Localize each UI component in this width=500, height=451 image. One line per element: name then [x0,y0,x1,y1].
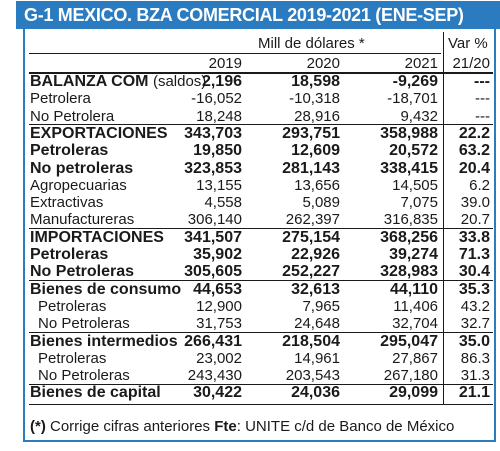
value-2019: 35,902 [193,246,242,263]
table-row [0,194,500,211]
value-2019: -16,052 [191,90,242,108]
value-change: 71.3 [458,246,490,263]
value-2020: 24,648 [294,315,340,333]
source-label: Fte [214,418,237,435]
column-header-2019: 2019 [208,55,242,72]
value-2019: 343,703 [184,124,242,142]
table-row [0,160,500,177]
footnote-text: Corrige cifras anteriores [45,418,215,435]
value-2020: -10,318 [289,90,340,108]
row-label-text: EXPORTACIONES [30,124,168,142]
table-row [0,108,500,125]
table-row [0,125,500,142]
value-2021: 328,983 [380,263,438,281]
change-header: Var % [448,35,488,52]
value-2019: 30,422 [193,384,242,402]
row-label [38,315,130,332]
value-2020: 22,926 [291,246,340,263]
value-2021: 14,505 [392,176,438,194]
value-change: 63.2 [458,142,490,160]
table-row [0,90,500,107]
value-2020: 218,504 [282,332,340,350]
row-label-text: Bienes de consumo [30,280,182,298]
row-label-text: No Petroleras [30,263,135,281]
value-2021: -9,269 [392,73,438,90]
row-label [30,211,134,228]
value-change: 21.1 [458,384,490,402]
value-2021: 27,867 [392,349,438,367]
value-2021: 32,704 [392,315,438,333]
value-change: --- [475,90,490,108]
value-2019: 31,753 [196,315,242,333]
footer-rule [29,404,493,405]
value-change: 43.2 [460,297,490,315]
value-change: 32.7 [460,315,490,333]
row-label-text: No Petroleras [38,315,130,333]
table-row [0,229,500,246]
value-change: 20.7 [460,211,490,229]
value-2021: 358,988 [380,124,438,142]
row-separator [29,228,493,229]
value-2021: 368,256 [380,228,438,246]
table-row [0,142,500,159]
value-2020: 275,154 [282,228,340,246]
value-2021: 11,406 [393,297,438,315]
row-label [30,125,168,142]
group-header: Mill de dólares * [258,35,365,52]
table-row [0,211,500,228]
table-row [0,263,500,280]
value-change: 30.4 [458,263,490,281]
value-change: 35.3 [458,280,490,298]
row-label-text: Bienes intermedios [30,332,178,350]
value-2021: 29,099 [389,384,438,402]
row-label-text: Agropecuarias [30,176,127,194]
value-2020: 7,965 [302,297,340,315]
figure-title: G-1 MEXICO. BZA COMERCIAL 2019-2021 (ENE-SEP) [16,1,500,29]
column-header-2021: 2021 [404,55,438,72]
value-2020: 13,656 [294,176,340,194]
value-2020: 18,598 [291,73,340,90]
table-row [0,73,500,90]
table-row [0,298,500,315]
row-label-text: BALANZA COM [30,73,149,90]
source-text: : UNITE c/d de Banco de México [236,418,455,435]
row-label-text: No petroleras [30,159,134,177]
row-label [30,333,178,350]
value-change: 39.0 [460,194,490,212]
row-label-text: Bienes de capital [30,384,161,402]
table-row [0,367,500,384]
row-label [30,263,134,280]
row-label-text: Manufactureras [30,211,135,229]
value-2019: 23,002 [196,349,242,367]
value-change: 86.3 [460,349,490,367]
row-label-text: Petroleras [38,349,107,367]
value-2019: 18,248 [196,107,242,125]
value-2019: 13,155 [196,176,242,194]
row-label [30,246,108,263]
row-label-text: No Petroleras [38,367,130,385]
value-2019: 305,605 [184,263,242,281]
row-label [38,350,106,367]
row-label-text: Petroleras [38,297,107,315]
value-2021: 44,110 [389,280,438,298]
row-separator [29,384,493,385]
value-2020: 293,751 [282,124,340,142]
value-change: --- [475,107,490,125]
value-2019: 266,431 [184,332,242,350]
value-change: 22.2 [458,124,490,142]
row-label [30,90,91,107]
row-label-text: Extractivas [30,194,104,212]
row-label [30,160,133,177]
value-change: --- [474,73,490,90]
row-label [30,384,161,401]
table-row [0,315,500,332]
row-label-text: No Petrolera [30,107,115,125]
value-2021: 9,432 [400,107,438,125]
table-row [0,281,500,298]
row-label [30,229,164,246]
value-2021: -18,701 [387,90,438,108]
value-2020: 5,089 [302,194,340,212]
row-label [30,73,206,90]
row-label-suffix: (saldos) [152,73,207,90]
value-change: 33.8 [458,228,490,246]
value-2019: 12,900 [196,297,242,315]
value-2020: 32,613 [291,280,340,298]
value-2021: 316,835 [383,211,438,229]
row-label [30,108,114,125]
row-separator [29,332,493,333]
row-label-text: IMPORTACIONES [30,228,164,246]
row-separator [29,124,493,125]
value-2019: 323,853 [184,159,242,177]
value-2020: 14,961 [294,349,340,367]
value-change: 20.4 [458,159,490,177]
value-2019: 19,850 [193,142,242,160]
row-label-text: Petroleras [30,246,109,263]
value-2021: 7,075 [400,194,438,212]
footnote-marker: (*) [30,418,46,435]
row-label [38,298,106,315]
value-2020: 252,227 [282,263,340,281]
value-2021: 39,274 [389,246,438,263]
table-row [0,177,500,194]
value-2020: 203,543 [285,367,340,385]
value-2021: 267,180 [383,367,438,385]
value-2019: 44,653 [193,280,242,298]
value-2019: 4,558 [204,194,242,212]
footnote [30,418,454,436]
value-change: 6.2 [469,176,490,194]
table-row [0,350,500,367]
row-separator [29,280,493,281]
value-2019: 306,140 [187,211,242,229]
value-change: 31.3 [460,367,490,385]
table-row [0,333,500,350]
value-2021: 20,572 [389,142,438,160]
value-2020: 281,143 [282,159,340,177]
value-2021: 295,047 [380,332,438,350]
table-row [0,384,500,401]
row-label [30,194,103,211]
table-row [0,246,500,263]
value-2019: 243,430 [187,367,242,385]
row-label [30,142,108,159]
value-2019: 341,507 [184,228,242,246]
row-label [30,281,181,298]
value-2020: 24,036 [291,384,340,402]
value-2021: 338,415 [380,159,438,177]
column-header-2020: 2020 [306,55,340,72]
row-label [38,367,130,384]
value-2020: 28,916 [294,107,340,125]
value-2020: 12,609 [291,142,340,160]
row-label [30,177,127,194]
row-label-text: Petrolera [30,90,91,108]
row-label-text: Petroleras [30,142,109,160]
value-2019: 2,196 [201,73,242,90]
value-change: 35.0 [458,332,490,350]
group-underline [29,53,441,54]
value-2020: 262,397 [285,211,340,229]
column-header-change: 21/20 [452,55,490,72]
